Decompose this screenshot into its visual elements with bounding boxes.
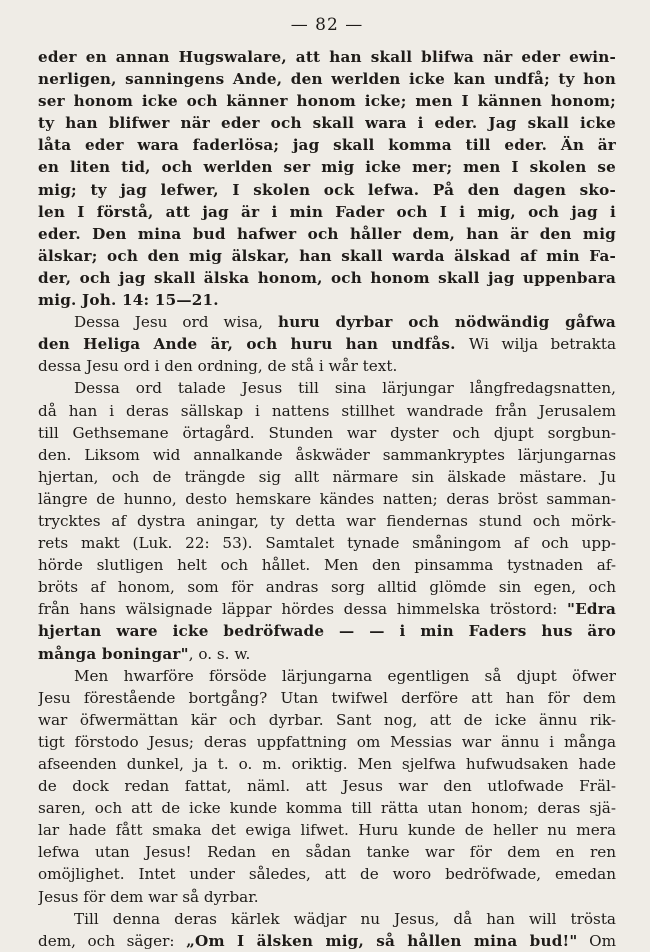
text-line: afseenden dunkel, ja t. o. m. oriktig. Men sjelfwa hufwudsaken hade bbox=[38, 755, 616, 773]
text-phrase: Wi wilja betrakta bbox=[468, 335, 616, 354]
text-line: der, och jag skall älska honom, och honom skall jag uppenbara bbox=[38, 268, 616, 287]
text-phrase: dem, och säger: bbox=[38, 931, 187, 950]
text-line: de dock redan fattat, näml. att Jesus war den utlofwade Fräl- bbox=[38, 777, 616, 796]
text-line: tigt förstodo Jesus; deras uppfattning om Messias war ännu i många bbox=[38, 732, 616, 751]
text-line: Jesu förestående bortgång? Utan twifwel derföre att han för dem bbox=[38, 688, 616, 707]
body-text bbox=[38, 46, 616, 952]
text-line: hjertan, och de trängde sig allt närmare sin älskade mästare. Ju bbox=[38, 467, 616, 486]
text-line: war öfwermättan kär och dyrbar. Sant nog, att de icke ännu rik- bbox=[38, 710, 616, 729]
page-number: — 82 — bbox=[290, 15, 364, 35]
text-line bbox=[38, 598, 616, 620]
text-line: nerligen, sanningens Ande, den werlden icke kan undfå; ty hon bbox=[38, 70, 616, 89]
text-line: älskar; och den mig älskar, han skall warda älskad af min Fa- bbox=[38, 246, 616, 265]
text-line: lar hade fått smaka det ewiga lifwet. Huru kunde de heller nu mera bbox=[38, 821, 616, 840]
bold-phrase: „Om I älsken mig, så hållen mina bud!" bbox=[186, 931, 578, 950]
text-line: hörde slutligen helt och hållet. Men den pinsamma tystnaden af- bbox=[38, 556, 616, 575]
text-line: Men hwarföre försöde lärjungarna egentligen så djupt öfwer bbox=[74, 666, 616, 685]
text-line: lefwa utan Jesus! Redan en sådan tanke war för dem en ren bbox=[38, 843, 616, 862]
text-line: mig. Joh. 14: 15—21. bbox=[38, 291, 219, 310]
text-line: den. Liksom wid annalkande åskwäder sammankryptes lärjungarnas bbox=[38, 445, 616, 464]
text-line: Jesus för dem war så dyrbar. bbox=[38, 887, 259, 906]
text-phrase: från hans wälsignade läppar hördes dessa himmelska tröstord: bbox=[38, 600, 568, 619]
text-line: saren, och att de icke kunde komma till rätta utan honom; deras sjä- bbox=[38, 799, 616, 818]
text-line: en liten tid, och werlden ser mig icke mer; men I skolen se bbox=[38, 158, 616, 177]
text-line: till Gethsemane örtagård. Stunden war dyster och djupt sorgbun- bbox=[38, 423, 616, 442]
text-line: längre de hunno, desto hemskare kändes natten; deras bröst samman- bbox=[38, 489, 616, 508]
text-line: låta eder wara faderlösa; jag skall komma till eder. Än är bbox=[38, 136, 616, 155]
text-line: rets makt (Luk. 22: 53). Samtalet tynade småningom af och upp- bbox=[38, 534, 616, 553]
bold-phrase: den Heliga Ande är, och huru han undfås. bbox=[38, 335, 469, 354]
text-line: Till denna deras kärlek wädjar nu Jesus, då han will trösta bbox=[74, 909, 616, 928]
bold-phrase: många boningar" bbox=[38, 644, 189, 663]
text-line: mig; ty jag lefwer, I skolen ock lefwa. På den dagen sko- bbox=[38, 180, 616, 199]
text-line: eder en annan Hugswalare, att han skall blifwa när eder ewin- bbox=[38, 48, 616, 66]
text-line: ser honom icke och känner honom icke; men I kännen honom; bbox=[38, 92, 616, 111]
text-line: bröts af honom, som för andras sorg alltid glömde sin egen, och bbox=[38, 578, 616, 597]
text-line: hjertan ware icke bedröfwade — — i min Faders hus äro bbox=[38, 622, 616, 641]
bold-phrase: huru dyrbar och nödwändig gåfwa bbox=[277, 313, 616, 332]
text-line bbox=[38, 333, 616, 355]
text-line: då han i deras sällskap i nattens stillhet wandrade från Jerusalem bbox=[38, 401, 616, 420]
text-phrase: Dessa Jesu ord wisa, bbox=[74, 313, 278, 332]
text-line bbox=[38, 930, 616, 952]
text-line: omöjlighet. Intet under således, att de woro bedröfwade, emedan bbox=[38, 865, 616, 884]
text-line: Dessa ord talade Jesus till sina lärjungar långfredagsnatten, bbox=[74, 379, 616, 398]
bold-phrase: "Edra bbox=[567, 600, 616, 619]
text-line bbox=[38, 643, 616, 665]
text-line: dessa Jesu ord i den ordning, de stå i wår text. bbox=[38, 357, 398, 376]
text-line bbox=[38, 311, 616, 333]
text-line: ty han blifwer när eder och skall wara i eder. Jag skall icke bbox=[38, 114, 616, 133]
text-line: len I förstå, att jag är i min Fader och I i mig, och jag i bbox=[38, 202, 616, 221]
text-phrase: , o. s. w. bbox=[188, 644, 251, 663]
text-phrase: Om bbox=[577, 931, 616, 950]
text-line: trycktes af dystra aningar, ty detta war fiendernas stund och mörk- bbox=[38, 511, 616, 530]
text-line: eder. Den mina bud hafwer och håller dem, han är den mig bbox=[38, 224, 616, 243]
